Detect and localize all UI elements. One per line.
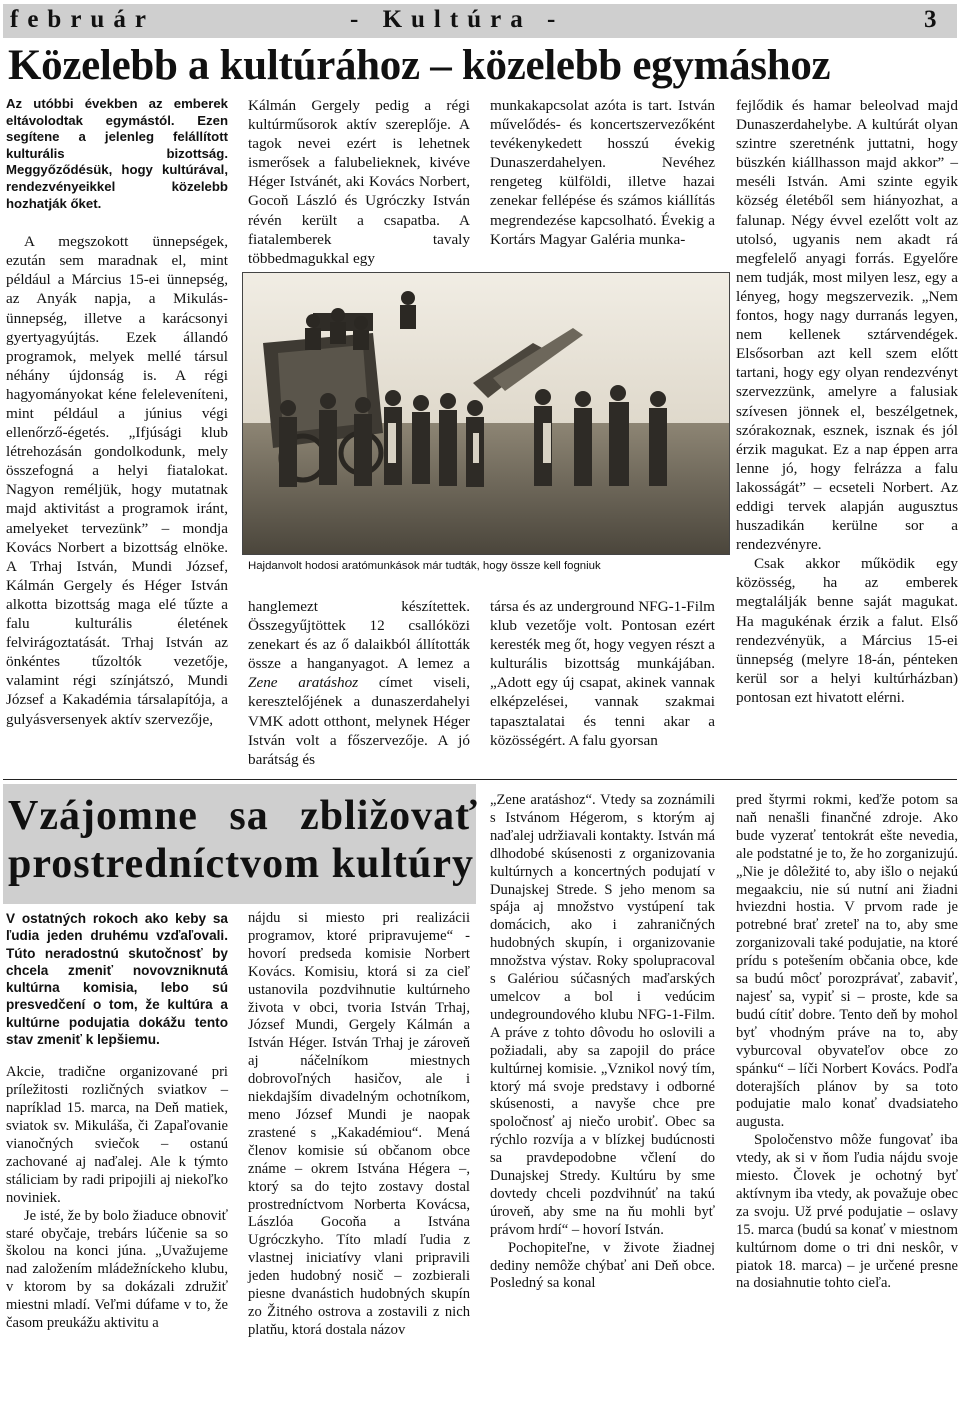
harvest-workers-illustration <box>243 273 730 555</box>
sk-col4-paragraph-2: Spoločenstvo môže fungovať iba vtedy, ak si v ňom ľudia nájdu svoje miesto. Človek je ochotný byť aktívnym iba vtedy, ak považuje obec za svoju. Už prvé podujatie – oslavy 15. marca (budú sa konať v miestnom kultúrnom dome o tri dni neskôr, v piatok 18. marca) – je určené presne na dosiahnutie tohto cieľa. <box>736 1132 958 1292</box>
hu-col4-paragraph-2: Csak akkor működik egy közösség, ha az emberek megtalálják benne saját magukat. Ha magukénak érzik a falut. Első rendezvényük, a Március 15-ei ünnepség (melyre 18-án, pénteken kerül sor a helyi kultúrházban) pontosan ezt hivatott elérni. <box>736 555 958 706</box>
sk-headline-line-2: prostredníctvom kultúry <box>8 841 474 887</box>
hu-column-2-bottom <box>248 597 470 769</box>
sk-column-2 <box>248 910 470 1340</box>
hu-headline: Közelebb a kultúrához – közelebb egymáshoz <box>8 42 831 89</box>
hu-column-3-top <box>490 96 715 249</box>
sk-column-3 <box>490 792 715 1293</box>
hu-col2-text-a: hanglemezt készítettek. Összegyűjtöttek 12 csallóközi zenekart és az ő dalaikból állították össze a hanganyagot. A lemez a <box>248 598 470 673</box>
sk-col3-paragraph-1: „Zene aratáshoz“. Vtedy sa zoznámili s Istvánom Hégerom, s ktorým aj naďalej udržiavali kontakty. István má dlhodobé skúsenosti z organizovania kultúrnych a koncertných podujatí v Dunajskej Strede. S jeho menom sa spája aj množstvo vystúpení tak domácich, ako i zahraničných hudobných skupín, i organizovanie množstva výstav. Roky spolupracoval s Galériou súčasných maďarských umelcov a bol i vedúcim undegroundového klubu NFG-1-Film. A práve z tohto dôvodu ho oslovili a požiadali, aby sa zapojil do práce kultúrnej komisie. „Vznikol nový tím, ktorý má svoje predstavy i odborné skúsenosti, a navyše chce pre spoločnosť aj niečo urobiť. Obec sa rýchlo rozvíja a v blízkej budúcnosti sa pravdepodobne včlení do Dunajskej Stredy. Kultúru by sme dovtedy chceli pozdvihnúť na takú úroveň, aby sme na ňu mohli byť právom hrdí“ – hovorí István. <box>490 792 715 1238</box>
sk-col2-paragraph: nájdu si miesto pri realizácii programov, ktoré pripravujeme“ - hovorí predseda komisie Norbert Kovács. Komisiu, ktorá si za cieľ ustanovila pozdvihnutie kultúrneho života v obci, tvoria István Trhaj, József Mundi, Gergely Kálmán a István Héger. István Trhaj je zároveň aj náčelníkom miestnych dobrovoľných hasičov, ale i niekdajším divadelným ochotníkom, meno József Mundi je naopak zrastené s „Kakadémiou“. Mená členov komisie sú občanom obce známe – okrem Istvána Hégera –, ktorý sa do tejto zostavy dostal prostredníctvom Norberta Kovácsa, Lászlóa Gocoňa a Istvána Ugróczkyho. Títo mladí ľudia z vlastnej iniciatívy vlani pripravili jeden hudobný nosič – zozbierali piesne dvanástich hudobných skupín zo Žitného ostrova a zostavili z nich platňu, ktorá dostala názov <box>248 910 470 1338</box>
sk-headline-line-1: Vzájomne sa zbližovať <box>8 793 478 839</box>
section-title: - Kultúra - <box>350 6 565 33</box>
sk-lead: V ostatných rokoch ako keby sa ľudia jeden druhému vzďaľovali. Túto neradostnú skutočnosť by chcela zmeniť novovzniknutá kultúrna komisia, lebo sú presvedčení o tom, že kultúra a kultúrne podujatia dokážu tento stav zmeniť k lepšiemu. <box>6 911 228 1048</box>
hu-col2-text-b: címet viseli, keresztelőjének a dunaszerdahelyi VMK adott otthont, melynek Héger István volt a főszervezője. A jó barátság és <box>248 674 470 768</box>
sk-column-1 <box>6 910 228 1333</box>
hu-column-3-bottom <box>490 597 715 750</box>
hu-col1-paragraph: A megszokott ünnepségek, ezután sem maradnak el, mint például a Március 15-ei ünnepség, az Anyák napja, a Mikulás-ünnepség, illetve a karácsonyi gyertyagyújtás. Ezek állandó programok, melyek mellé társul néhány újdonság is. A régi hagyományokat kéne feleleveníteni, mint például a június végi ellenőrző-égetés. „Ifjúsági klub létrehozásán gondolkodunk, mely összefogná a helyi fiatalokat. Nagyon reméljük, hogy mutatnak majd aktivitást a programok iránt, amelyeket tervezünk” – mondja Kovács Norbert a bizottság elnöke. A Trhaj István, Mundi József, Kálmán Gergely és Héger István alkotta bizottság maga elé tűzte a falu kulturális életének felvirágoztatását. Trhaj István az önkéntes tűzoltók vezetője, valamint régi színjátszó, Mundi József a Kakadémia társalapítója, a gulyásversenyek aktív szervezője, <box>6 233 228 728</box>
sk-col1-paragraph-1: Akcie, tradične organizované pri príležitosti rozličných sviatkov – napríklad 15. marca, na Deň matiek, sviatok sv. Mikuláša, či Zapaľovanie vianočných sviečok – ostanú zachované aj naďalej. Ale k týmto stáliciam by radi pripojili aj niekoľko noviniek. <box>6 1064 228 1206</box>
sk-col1-paragraph-2: Je isté, že by bolo žiaduce obnoviť staré obyčaje, trebárs lúčenie sa so školou na konci júna. „Uvažujeme nad založením mládežníckeho klubu, v ktorom by sa dokázali združiť miestni mladí. Veľmi dúfame v to, že časom preukážu aktivitu a <box>6 1207 228 1332</box>
hu-col4-paragraph-1: fejlődik és hamar beleolvad majd Dunaszerdahelybe. A kultúrát olyan szintre szeretnénk juttatni, hogy büszkén kiállhasson majd akkor” – meséli István. Ami szinte egyik község életéből sem hiányozhat, a falunap. Négy évvel ezelőtt volt az utolsó, ugyanis nem akadt rá megfelelő anyagi forrás. Egyelőre nem tudják, most milyen lesz, egy a lényeg, hogy megszervezik. „Nem fontos, hogy nagy durranás legyen, nem kellenek sztárvendégek. Elsősorban azt kell szem előtt tartani, hogy egy olyan rendezvényt szervezzünk, amelyre a falusiak szívesen jönnek el, beszélgetnek, szórakoznak, esznek, isznak és jól érzik magukat. Ez a nap éppen arra lenne jó, hogy felrázza a falu lakosságát” – ecseteli Norbert. Az eddigi tervek alapján augusztus huszadikán kerülne sor a rendezvényre. <box>736 97 958 554</box>
harvest-workers-photo <box>242 272 730 555</box>
hu-album-title: Zene aratáshoz <box>248 674 359 692</box>
sk-headline <box>8 792 478 888</box>
photo-caption: Hajdanvolt hodosi aratómunkások már tudták, hogy össze kell fogniuk <box>248 560 601 572</box>
sk-col4-paragraph-1: pred štyrmi rokmi, keďže potom sa naň nenašli finančné zdroje. Ako bude vyzerať tentokrát ešte nevedia, ale podstatné je to, že ho zorganizujú. „Nie je dôležité to, aby išlo o nejakú megaakciu, nie sú nutní ani žiadni hviezdni hostia. V prvom rade je potrebné brať zreteľ na to, aby sme zorganizovali také podujatie, na ktoré prídu s potešením občania obce, kde sa budú môcť porozprávať, zabaviť, najesť sa, vypiť si – proste, kde sa budú cítiť dobre. Tento deň by mohol byť vhodným práve na to, aby vyburcoval obyvateľov obce zo spánku“ – líči Norbert Kovács. Podľa doterajších plánov by sa toto podujatie malo konať dvadsiateho augusta. <box>736 792 958 1131</box>
hu-column-2-top <box>248 96 470 268</box>
hu-column-1 <box>6 96 228 729</box>
hu-col3-paragraph-bottom: társa és az underground NFG-1-Film klub vezetője volt. Pontosan ezért keresték meg őt, hogy vegyen részt a kulturális bizottság munkájában. „Adott egy új csapat, akinek vannak elképzelései, vannak szakmai tapasztalatai és tenni akar a közösségért. A falu gyorsan <box>490 598 715 749</box>
issue-month: február <box>10 6 155 33</box>
hu-column-4 <box>736 96 958 707</box>
sk-column-4 <box>736 792 958 1293</box>
sk-col3-paragraph-2: Pochopiteľne, v živote žiadnej dediny nemôže chýbať ani Deň obce. Posledný sa konal <box>490 1239 715 1292</box>
article-divider <box>3 779 957 780</box>
hu-col2-paragraph-top: Kálmán Gergely pedig a régi kultúrműsorok aktív szereplője. A tagok nevei ezért is lehetnek ismerősek a falubelieknek, kivéve Héger Istvánét, aki Kovács Norbert, Gocoň László és Ugróczky István révén került a csapatba. A fiatalemberek tavaly többedmagukkal egy <box>248 97 470 267</box>
hu-col3-paragraph-top: munkakapcsolat azóta is tart. István művelődés- és koncertszervezőként tevékenykedett hosszú évekig Dunaszerdahelyen. Nevéhez rengeteg külföldi, illetve hazai zenekar fellépése és számos kiállítás megrendezése kapcsolható. Évekig a Kortárs Magyar Galéria munka- <box>490 97 715 248</box>
page-number: 3 <box>924 6 937 33</box>
hu-lead: Az utóbbi években az emberek eltávolodtak egymástól. Ezen segítene a jelenleg felállított kulturális bizottság. Meggyőződésük, hogy kultúrával, rendezvényeikkel közelebb hozhatják őket. <box>6 96 228 211</box>
hu-col2-paragraph-bottom <box>248 597 470 769</box>
